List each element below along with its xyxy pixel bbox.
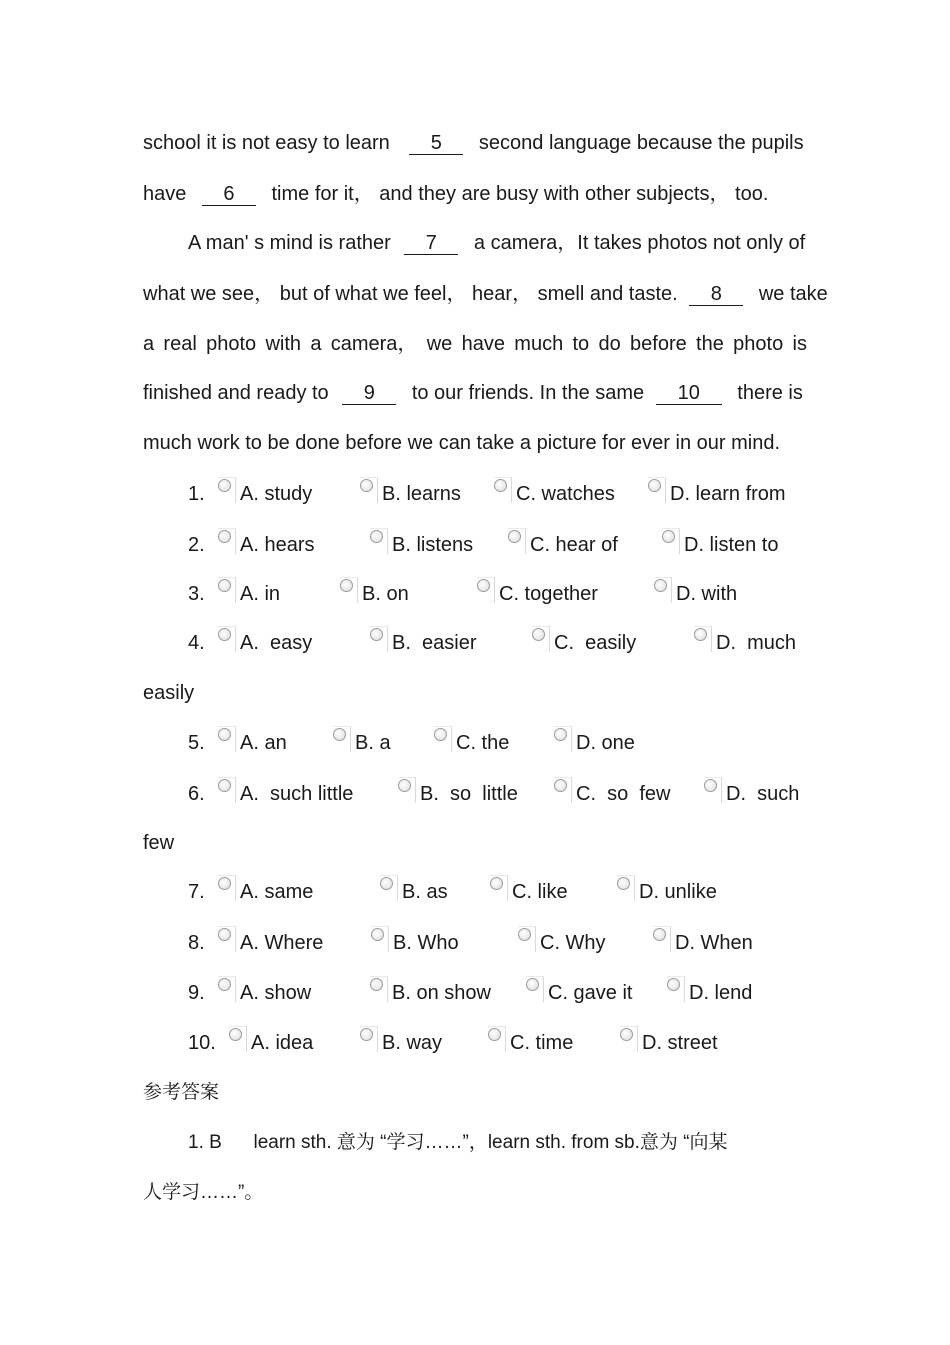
radio-icon[interactable] — [218, 877, 231, 890]
radio-icon[interactable] — [617, 877, 630, 890]
passage-word: camera， — [330, 333, 418, 355]
option-label: D. lend — [689, 982, 753, 1004]
option-label: B. way — [382, 1032, 443, 1054]
option-label: C. gave it — [548, 982, 633, 1004]
blank-9: 9 — [342, 382, 396, 405]
radio-icon[interactable] — [340, 579, 353, 592]
radio-icon[interactable] — [694, 628, 707, 641]
option-label: D. much — [716, 632, 797, 654]
radio-icon[interactable] — [370, 530, 383, 543]
option-1b[interactable] — [360, 480, 461, 508]
option-9b[interactable] — [370, 979, 491, 1007]
option-8a[interactable] — [218, 929, 323, 957]
question-number: 4. — [188, 632, 205, 654]
radio-icon[interactable] — [494, 479, 507, 492]
option-label: C. time — [510, 1032, 574, 1054]
radio-icon[interactable] — [398, 779, 411, 792]
passage-text: school it is not easy to learn — [143, 132, 390, 154]
passage-word: photo — [733, 333, 784, 355]
option-label: A. show — [240, 982, 312, 1004]
option-label: B. on — [362, 583, 409, 605]
option-5d[interactable] — [554, 729, 635, 757]
radio-icon[interactable] — [526, 978, 539, 991]
answers-heading: 参考答案 — [143, 1081, 220, 1103]
blank-8: 8 — [689, 283, 743, 306]
radio-icon[interactable] — [218, 479, 231, 492]
question-9 — [0, 979, 950, 1007]
option-label: D. such — [726, 783, 800, 805]
option-9d[interactable] — [667, 979, 752, 1007]
option-4d[interactable] — [694, 629, 796, 657]
blank-7: 7 — [404, 232, 458, 255]
radio-icon[interactable] — [218, 928, 231, 941]
option-10c[interactable] — [488, 1029, 573, 1057]
radio-icon[interactable] — [667, 978, 680, 991]
question-8 — [0, 929, 950, 957]
radio-icon[interactable] — [380, 877, 393, 890]
option-label: D. street — [642, 1032, 718, 1054]
radio-icon[interactable] — [508, 530, 521, 543]
radio-icon[interactable] — [532, 628, 545, 641]
option-label: C. easily — [554, 632, 637, 654]
option-label: B. as — [402, 881, 448, 903]
passage-word: a — [143, 333, 155, 355]
option-8b[interactable] — [371, 929, 459, 957]
question-2 — [0, 531, 950, 559]
option-10b[interactable] — [360, 1029, 442, 1057]
option-label: B. so little — [420, 783, 518, 805]
question-5 — [0, 729, 950, 757]
passage-word: before — [630, 333, 687, 355]
passage-text: much work to be done before we can take a picture for ever in our mind. — [143, 432, 781, 454]
radio-icon[interactable] — [518, 928, 531, 941]
option-label: C. like — [512, 881, 568, 903]
question-3 — [0, 580, 950, 608]
radio-icon[interactable] — [648, 479, 661, 492]
radio-icon[interactable] — [370, 628, 383, 641]
passage-text: finished and ready to — [143, 382, 329, 404]
option-3d[interactable] — [654, 580, 737, 608]
radio-icon[interactable] — [229, 1028, 242, 1041]
radio-icon[interactable] — [488, 1028, 501, 1041]
passage-word: we — [426, 333, 453, 355]
radio-icon[interactable] — [554, 779, 567, 792]
option-label: A. same — [240, 881, 314, 903]
question-number: 8. — [188, 932, 205, 954]
option-7d[interactable] — [617, 878, 717, 906]
passage-line-3 — [188, 229, 818, 257]
passage-word: have — [461, 333, 505, 355]
option-6c[interactable] — [554, 780, 670, 808]
passage-line-6 — [143, 379, 823, 407]
radio-icon[interactable] — [360, 479, 373, 492]
radio-icon[interactable] — [554, 728, 567, 741]
radio-icon[interactable] — [654, 579, 667, 592]
radio-icon[interactable] — [477, 579, 490, 592]
radio-icon[interactable] — [620, 1028, 633, 1041]
radio-icon[interactable] — [704, 779, 717, 792]
radio-icon[interactable] — [218, 978, 231, 991]
option-8d[interactable] — [653, 929, 753, 957]
passage-word: is — [792, 333, 807, 355]
question-number: 7. — [188, 881, 205, 903]
passage-word: do — [598, 333, 621, 355]
option-6a[interactable] — [218, 780, 353, 808]
radio-icon[interactable] — [370, 978, 383, 991]
question-number: 6. — [188, 783, 205, 805]
option-label: C. watches — [516, 483, 615, 505]
passage-text: there is — [737, 382, 803, 404]
blank-10: 10 — [656, 382, 722, 405]
radio-icon[interactable] — [360, 1028, 373, 1041]
passage-line-7 — [143, 429, 823, 457]
radio-icon[interactable] — [653, 928, 666, 941]
option-label: A. hears — [240, 534, 315, 556]
option-4c[interactable] — [532, 629, 636, 657]
option-label: A. easy — [240, 632, 313, 654]
option-10a[interactable] — [229, 1029, 313, 1057]
passage-text: a camera，It takes photos not only of — [473, 232, 806, 254]
option-4d-continuation: easily — [143, 682, 195, 704]
option-1a[interactable] — [218, 480, 312, 508]
question-number: 1. — [188, 483, 205, 505]
passage-text: A man' s mind is rather — [188, 232, 391, 254]
option-2c[interactable] — [508, 531, 618, 559]
option-3b[interactable] — [340, 580, 409, 608]
option-label: D. learn from — [670, 483, 786, 505]
passage-text: to our friends. In the same — [411, 382, 645, 404]
radio-icon[interactable] — [371, 928, 384, 941]
option-label: B. Who — [393, 932, 459, 954]
passage-line-4 — [143, 280, 828, 308]
question-4 — [0, 629, 950, 657]
option-7b[interactable] — [380, 878, 448, 906]
passage-word: much — [514, 333, 564, 355]
option-7a[interactable] — [218, 878, 313, 906]
passage-word: the — [696, 333, 724, 355]
option-label: A. idea — [251, 1032, 314, 1054]
question-1 — [0, 480, 950, 508]
option-3a[interactable] — [218, 580, 280, 608]
option-6b[interactable] — [398, 780, 518, 808]
option-2b[interactable] — [370, 531, 473, 559]
option-label: A. an — [240, 732, 287, 754]
passage-word: a — [310, 333, 322, 355]
radio-icon[interactable] — [218, 579, 231, 592]
option-label: B. on show — [392, 982, 491, 1004]
option-6d[interactable] — [704, 780, 799, 808]
option-7c[interactable] — [490, 878, 568, 906]
passage-line-1 — [143, 129, 823, 157]
passage-word: with — [265, 333, 302, 355]
option-label: D. unlike — [639, 881, 717, 903]
option-2d[interactable] — [662, 531, 778, 559]
passage-text: have — [143, 183, 187, 205]
option-label: D. listen to — [684, 534, 779, 556]
radio-icon[interactable] — [218, 628, 231, 641]
question-number: 3. — [188, 583, 205, 605]
option-9c[interactable] — [526, 979, 632, 1007]
question-7 — [0, 878, 950, 906]
option-4b[interactable] — [370, 629, 476, 657]
option-5a[interactable] — [218, 729, 287, 757]
option-2a[interactable] — [218, 531, 314, 559]
option-label: B. learns — [382, 483, 461, 505]
radio-icon[interactable] — [333, 728, 346, 741]
radio-icon[interactable] — [218, 728, 231, 741]
question-number: 2. — [188, 534, 205, 556]
option-label: B. a — [355, 732, 391, 754]
question-number: 10. — [188, 1032, 216, 1054]
option-label: C. hear of — [530, 534, 618, 556]
passage-word: to — [572, 333, 590, 355]
option-3c[interactable] — [477, 580, 598, 608]
option-label: A. in — [240, 583, 281, 605]
radio-icon[interactable] — [218, 530, 231, 543]
option-label: C. the — [456, 732, 510, 754]
option-10d[interactable] — [620, 1029, 718, 1057]
option-4a[interactable] — [218, 629, 312, 657]
blank-5: 5 — [409, 132, 463, 155]
option-label: D. with — [676, 583, 738, 605]
radio-icon[interactable] — [218, 779, 231, 792]
passage-line-2 — [143, 180, 823, 208]
option-9a[interactable] — [218, 979, 311, 1007]
passage-text: time for it， and they are busy with other subjects， too. — [271, 183, 769, 205]
option-label: A. such little — [240, 783, 354, 805]
passage-text: what we see， but of what we feel， hear， smell and taste. — [143, 283, 678, 305]
option-5c[interactable] — [434, 729, 509, 757]
passage-line-5 — [143, 330, 807, 358]
option-8c[interactable] — [518, 929, 606, 957]
passage-word: photo — [206, 333, 257, 355]
answer-line-2: 人学习……”。 — [143, 1182, 264, 1203]
passage-text: second language because the pupils — [478, 132, 804, 154]
question-number: 5. — [188, 732, 205, 754]
option-label: C. together — [499, 583, 598, 605]
option-label: D. When — [675, 932, 753, 954]
option-label: C. Why — [540, 932, 606, 954]
radio-icon[interactable] — [662, 530, 675, 543]
option-label: C. so few — [576, 783, 671, 805]
blank-6: 6 — [202, 183, 256, 206]
question-10 — [0, 1029, 950, 1057]
option-1c[interactable] — [494, 480, 615, 508]
question-number: 9. — [188, 982, 205, 1004]
option-6d-continuation: few — [143, 832, 175, 854]
option-label: B. easier — [392, 632, 477, 654]
option-label: D. one — [576, 732, 635, 754]
option-1d[interactable] — [648, 480, 786, 508]
option-label: A. Where — [240, 932, 324, 954]
passage-word: real — [163, 333, 197, 355]
option-label: A. study — [240, 483, 313, 505]
radio-icon[interactable] — [490, 877, 503, 890]
passage-text: we take — [758, 283, 828, 305]
radio-icon[interactable] — [434, 728, 447, 741]
option-label: B. listens — [392, 534, 474, 556]
option-5b[interactable] — [333, 729, 391, 757]
question-6 — [0, 780, 950, 808]
answer-line-1: 1. B learn sth. 意为 “学习……”，learn sth. from sb.意为 “向某 — [188, 1132, 728, 1153]
